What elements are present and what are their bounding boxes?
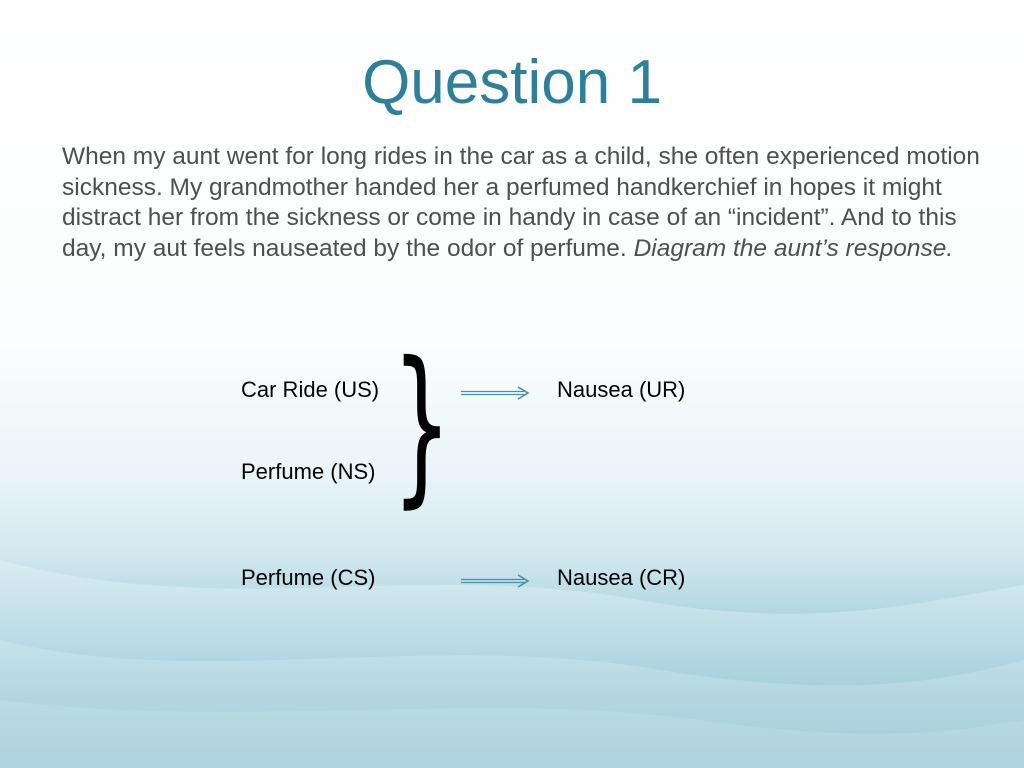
question-paragraph <box>62 142 982 264</box>
conditioned-stimulus-label: Perfume (CS) <box>241 565 376 590</box>
unconditioned-response-label: Nausea (UR) <box>557 377 686 402</box>
neutral-stimulus-label: Perfume (NS) <box>241 459 376 484</box>
conditioned-response-label: Nausea (CR) <box>557 565 686 590</box>
question-instruction: Diagram the aunt’s response. <box>633 234 954 262</box>
arrow-icon <box>460 573 530 589</box>
question-text: When my aunt went for long rides in the car as a child, she often experienced motion sickness. My grandmother handed her a perfumed handkerchief in hopes it might distract her from the sickness or come in handy in case of an “incident”. And to this day, my aut feels nauseated by the odor of perfume. <box>62 143 980 262</box>
arrow-icon <box>460 385 530 401</box>
grouping-brace: } <box>392 326 452 524</box>
slide-title: Question 1 <box>362 48 662 117</box>
unconditioned-stimulus-label: Car Ride (US) <box>241 377 380 402</box>
